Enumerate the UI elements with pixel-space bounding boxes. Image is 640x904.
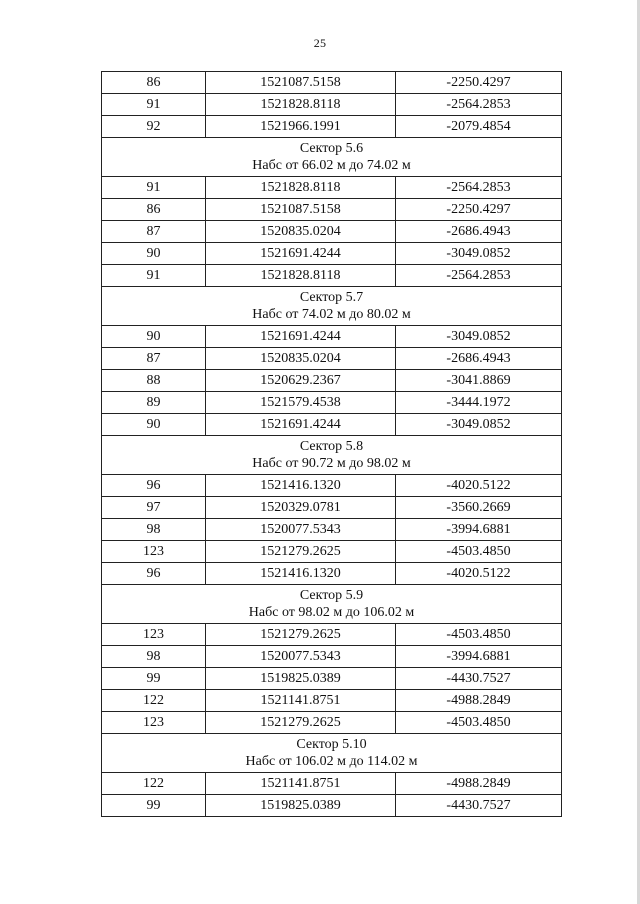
sector-height-range: Набс от 66.02 м до 74.02 м [252, 158, 411, 173]
table-row [102, 690, 562, 712]
x-coordinate-cell: 1521416.1320 [206, 563, 396, 585]
x-coordinate-cell: 1520629.2367 [206, 370, 396, 392]
sector-header-row [102, 138, 562, 177]
y-coordinate-cell: -3049.0852 [396, 326, 562, 348]
y-coordinate-cell: -4020.5122 [396, 475, 562, 497]
table-row [102, 668, 562, 690]
x-coordinate-cell: 1521966.1991 [206, 116, 396, 138]
table-row [102, 541, 562, 563]
sector-header-cell [102, 287, 562, 326]
x-coordinate-cell: 1521691.4244 [206, 414, 396, 436]
point-number-cell: 98 [102, 519, 206, 541]
x-coordinate-cell: 1521691.4244 [206, 243, 396, 265]
x-coordinate-cell: 1521691.4244 [206, 326, 396, 348]
point-number-cell: 123 [102, 541, 206, 563]
table-row [102, 773, 562, 795]
sector-title: Сектор 5.6 [299, 141, 364, 156]
x-coordinate-cell: 1521141.8751 [206, 773, 396, 795]
y-coordinate-cell: -2686.4943 [396, 348, 562, 370]
y-coordinate-cell: -2079.4854 [396, 116, 562, 138]
point-number-cell: 99 [102, 668, 206, 690]
y-coordinate-cell: -3560.2669 [396, 497, 562, 519]
x-coordinate-cell: 1519825.0389 [206, 668, 396, 690]
sector-header-row [102, 734, 562, 773]
x-coordinate-cell: 1521087.5158 [206, 72, 396, 94]
y-coordinate-cell: -3041.8869 [396, 370, 562, 392]
sector-title: Сектор 5.7 [299, 290, 364, 305]
table-row [102, 795, 562, 817]
y-coordinate-cell: -4988.2849 [396, 773, 562, 795]
point-number-cell: 86 [102, 199, 206, 221]
sector-height-range: Набс от 90.72 м до 98.02 м [252, 456, 411, 471]
point-number-cell: 91 [102, 265, 206, 287]
sector-title: Сектор 5.8 [299, 439, 364, 454]
point-number-cell: 90 [102, 243, 206, 265]
sector-height-range: Набс от 74.02 м до 80.02 м [252, 307, 411, 322]
y-coordinate-cell: -4503.4850 [396, 624, 562, 646]
point-number-cell: 90 [102, 326, 206, 348]
point-number-cell: 96 [102, 563, 206, 585]
table-row [102, 475, 562, 497]
y-coordinate-cell: -4503.4850 [396, 541, 562, 563]
x-coordinate-cell: 1520077.5343 [206, 646, 396, 668]
table-row [102, 563, 562, 585]
x-coordinate-cell: 1521828.8118 [206, 94, 396, 116]
point-number-cell: 123 [102, 624, 206, 646]
y-coordinate-cell: -3049.0852 [396, 243, 562, 265]
sector-header-cell [102, 138, 562, 177]
table-row [102, 199, 562, 221]
y-coordinate-cell: -3444.1972 [396, 392, 562, 414]
x-coordinate-cell: 1520835.0204 [206, 221, 396, 243]
sector-header-cell [102, 585, 562, 624]
point-number-cell: 91 [102, 94, 206, 116]
y-coordinate-cell: -4430.7527 [396, 668, 562, 690]
y-coordinate-cell: -3994.6881 [396, 646, 562, 668]
x-coordinate-cell: 1521141.8751 [206, 690, 396, 712]
point-number-cell: 89 [102, 392, 206, 414]
point-number-cell: 87 [102, 221, 206, 243]
point-number-cell: 96 [102, 475, 206, 497]
point-number-cell: 90 [102, 414, 206, 436]
x-coordinate-cell: 1521828.8118 [206, 265, 396, 287]
point-number-cell: 98 [102, 646, 206, 668]
x-coordinate-cell: 1521279.2625 [206, 541, 396, 563]
table-row [102, 624, 562, 646]
table-row [102, 646, 562, 668]
x-coordinate-cell: 1521279.2625 [206, 712, 396, 734]
sector-header-row [102, 585, 562, 624]
y-coordinate-cell: -4503.4850 [396, 712, 562, 734]
table-row [102, 221, 562, 243]
x-coordinate-cell: 1521087.5158 [206, 199, 396, 221]
y-coordinate-cell: -4020.5122 [396, 563, 562, 585]
table-row [102, 392, 562, 414]
x-coordinate-cell: 1521279.2625 [206, 624, 396, 646]
sector-header-cell [102, 436, 562, 475]
point-number-cell: 91 [102, 177, 206, 199]
table-row [102, 177, 562, 199]
y-coordinate-cell: -3994.6881 [396, 519, 562, 541]
table-row [102, 519, 562, 541]
x-coordinate-cell: 1520329.0781 [206, 497, 396, 519]
point-number-cell: 97 [102, 497, 206, 519]
x-coordinate-cell: 1520835.0204 [206, 348, 396, 370]
x-coordinate-cell: 1521416.1320 [206, 475, 396, 497]
table-row [102, 265, 562, 287]
y-coordinate-cell: -2250.4297 [396, 72, 562, 94]
point-number-cell: 92 [102, 116, 206, 138]
point-number-cell: 86 [102, 72, 206, 94]
y-coordinate-cell: -2250.4297 [396, 199, 562, 221]
x-coordinate-cell: 1520077.5343 [206, 519, 396, 541]
table-row [102, 326, 562, 348]
sector-height-range: Набс от 98.02 м до 106.02 м [248, 605, 415, 620]
y-coordinate-cell: -4988.2849 [396, 690, 562, 712]
y-coordinate-cell: -3049.0852 [396, 414, 562, 436]
y-coordinate-cell: -2564.2853 [396, 94, 562, 116]
coordinates-table-body [102, 72, 562, 817]
point-number-cell: 99 [102, 795, 206, 817]
sector-height-range: Набс от 106.02 м до 114.02 м [245, 754, 418, 769]
point-number-cell: 122 [102, 773, 206, 795]
x-coordinate-cell: 1521579.4538 [206, 392, 396, 414]
table-row [102, 94, 562, 116]
table-row [102, 116, 562, 138]
sector-header-row [102, 287, 562, 326]
table-row [102, 497, 562, 519]
x-coordinate-cell: 1521828.8118 [206, 177, 396, 199]
sector-title: Сектор 5.9 [299, 588, 364, 603]
y-coordinate-cell: -2564.2853 [396, 177, 562, 199]
coordinates-table [101, 71, 562, 817]
y-coordinate-cell: -4430.7527 [396, 795, 562, 817]
table-row [102, 414, 562, 436]
sector-header-cell [102, 734, 562, 773]
point-number-cell: 122 [102, 690, 206, 712]
y-coordinate-cell: -2564.2853 [396, 265, 562, 287]
x-coordinate-cell: 1519825.0389 [206, 795, 396, 817]
table-row [102, 370, 562, 392]
table-row [102, 243, 562, 265]
table-row [102, 72, 562, 94]
point-number-cell: 88 [102, 370, 206, 392]
table-row [102, 712, 562, 734]
sector-title: Сектор 5.10 [296, 737, 367, 752]
point-number-cell: 123 [102, 712, 206, 734]
y-coordinate-cell: -2686.4943 [396, 221, 562, 243]
point-number-cell: 87 [102, 348, 206, 370]
sector-header-row [102, 436, 562, 475]
table-row [102, 348, 562, 370]
page-number: 25 [313, 36, 327, 50]
